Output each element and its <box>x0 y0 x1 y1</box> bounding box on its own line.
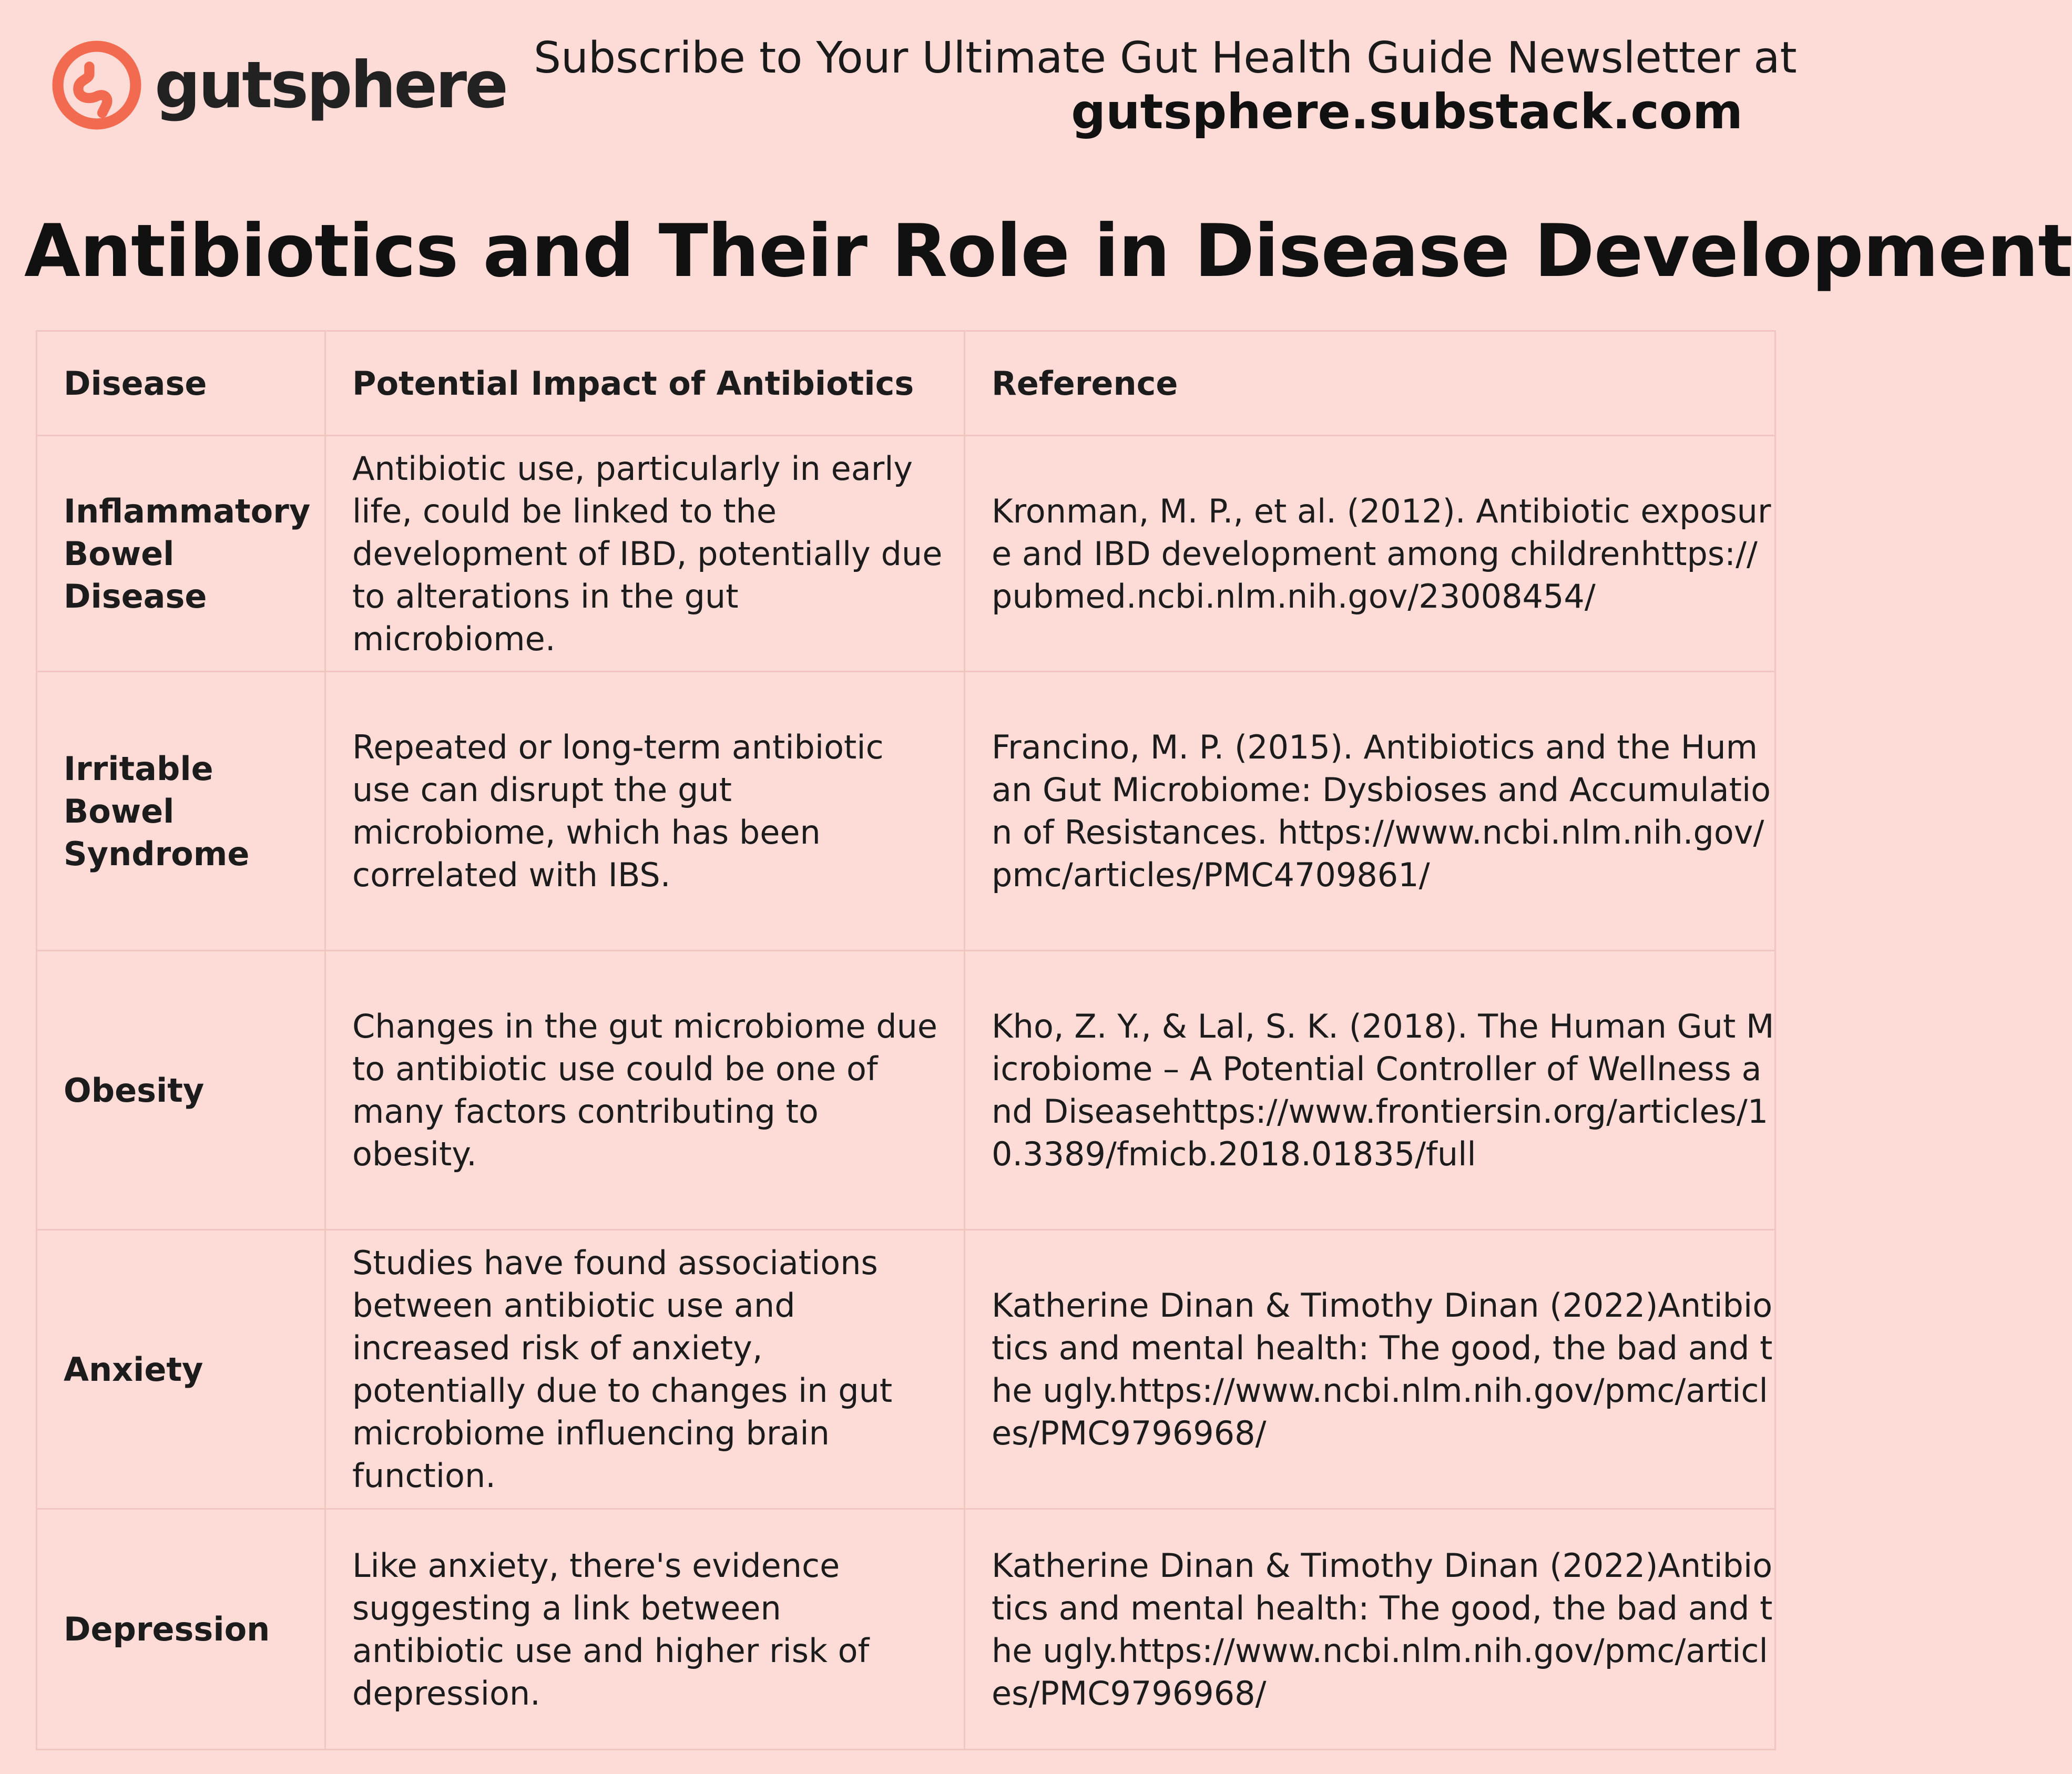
brand-name: gutsphere <box>155 48 506 122</box>
brand-logo <box>50 39 506 131</box>
column-header-reference: Reference <box>965 331 1775 436</box>
impact-cell: Studies have found associations between antibiotic use and increased risk of anxiety, potentially due to changes in gut microbiome influencing brain function. <box>325 1230 965 1509</box>
impact-cell: Changes in the gut microbiome due to antibiotic use could be one of many factors contributing to obesity. <box>325 951 965 1230</box>
table-row <box>37 1230 1775 1509</box>
disease-cell: Depression <box>37 1509 325 1750</box>
disease-table-container <box>36 330 1774 1739</box>
disease-cell: Obesity <box>37 951 325 1230</box>
subscribe-text: Subscribe to Your Ultimate Gut Health Guide Newsletter at <box>534 33 1797 83</box>
reference-cell: Francino, M. P. (2015). Antibiotics and the Human Gut Microbiome: Dysbioses and Accumulation of Resistances. https://www.ncbi.nlm.nih.gov/pmc/articles/PMC4709861/ <box>965 672 1775 951</box>
disease-cell: Irritable Bowel Syndrome <box>37 672 325 951</box>
reference-cell: Katherine Dinan & Timothy Dinan (2022)Antibiotics and mental health: The good, the bad and the ugly.https://www.ncbi.nlm.nih.gov/pmc/articles/PMC9796968/ <box>965 1509 1775 1750</box>
subscribe-banner <box>534 33 1797 140</box>
table-row <box>37 672 1775 951</box>
page-title: Antibiotics and Their Role in Disease Development <box>24 209 2072 293</box>
table-row <box>37 1509 1775 1750</box>
gut-icon <box>50 39 143 131</box>
disease-cell: Inflammatory Bowel Disease <box>37 436 325 672</box>
impact-cell: Antibiotic use, particularly in early life, could be linked to the development of IBD, potentially due to alterations in the gut microbiome. <box>325 436 965 672</box>
reference-cell: Kronman, M. P., et al. (2012). Antibiotic exposure and IBD development among childrenhttps://pubmed.ncbi.nlm.nih.gov/23008454/ <box>965 436 1775 672</box>
table-row <box>37 436 1775 672</box>
reference-cell: Kho, Z. Y., & Lal, S. K. (2018). The Human Gut Microbiome – A Potential Controller of Wellness and Diseasehttps://www.frontiersin.org/articles/10.3389/fmicb.2018.01835/full <box>965 951 1775 1230</box>
reference-cell: Katherine Dinan & Timothy Dinan (2022)Antibiotics and mental health: The good, the bad and the ugly.https://www.ncbi.nlm.nih.gov/pmc/articles/PMC9796968/ <box>965 1230 1775 1509</box>
impact-cell: Like anxiety, there's evidence suggesting a link between antibiotic use and higher risk of depression. <box>325 1509 965 1750</box>
disease-cell: Anxiety <box>37 1230 325 1509</box>
subscribe-link[interactable]: gutsphere.substack.com <box>1071 84 1743 140</box>
disease-table <box>36 330 1776 1750</box>
column-header-impact: Potential Impact of Antibiotics <box>325 331 965 436</box>
table-header-row <box>37 331 1775 436</box>
impact-cell: Repeated or long-term antibiotic use can disrupt the gut microbiome, which has been correlated with IBS. <box>325 672 965 951</box>
table-row <box>37 951 1775 1230</box>
column-header-disease: Disease <box>37 331 325 436</box>
